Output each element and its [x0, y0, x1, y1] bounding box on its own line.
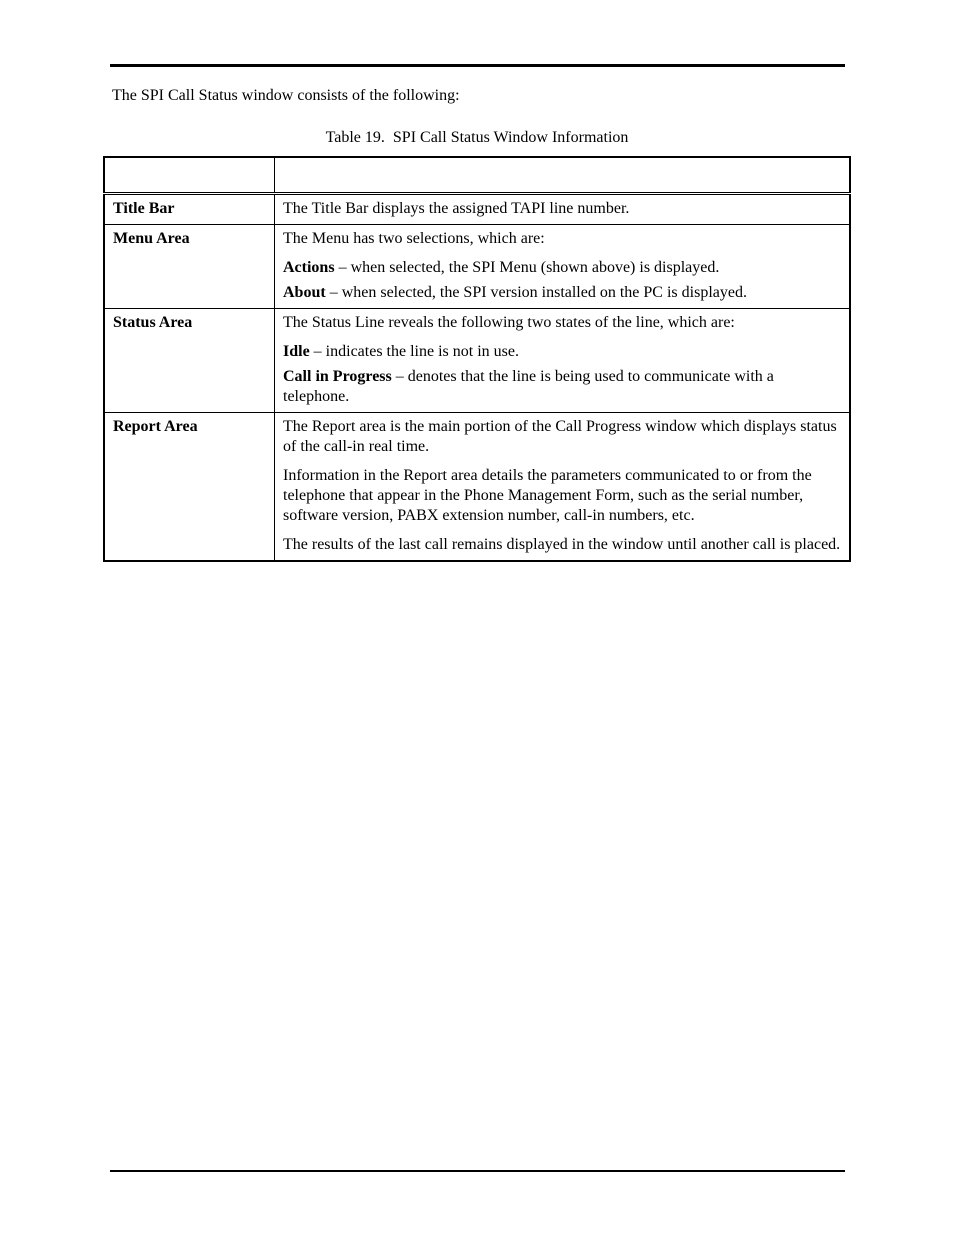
description-paragraph — [283, 225, 841, 249]
row-term — [104, 309, 275, 413]
description-paragraph — [283, 413, 841, 457]
row-term — [104, 194, 275, 225]
table-row — [104, 194, 850, 225]
row-description — [275, 413, 851, 562]
row-description — [275, 225, 851, 309]
call-status-table — [103, 156, 851, 562]
paragraph-bold-term: About — [283, 284, 326, 301]
header-rule — [110, 64, 845, 67]
row-term — [104, 413, 275, 562]
paragraph-text: The Title Bar displays the assigned TAPI line number. — [283, 200, 630, 217]
header-cell-description — [275, 157, 851, 194]
intro-text: The SPI Call Status window consists of the following: — [112, 87, 460, 104]
paragraph-text: The Report area is the main portion of the Call Progress window which displays status of the call-in real time. — [283, 418, 837, 455]
header-cell-term — [104, 157, 275, 194]
paragraph-text: Information in the Report area details the parameters communicated to or from the telephone that appear in the Phone Management Form, such as the serial number, software version, PABX extension number, call-in numbers, etc. — [283, 467, 812, 524]
row-description — [275, 309, 851, 413]
term-label: Status Area — [113, 314, 193, 331]
description-paragraph — [283, 466, 841, 526]
term-label: Title Bar — [113, 200, 175, 217]
table-row — [104, 225, 850, 309]
paragraph-text: The results of the last call remains displayed in the window until another call is placed. — [283, 536, 841, 553]
table-caption: Table 19. SPI Call Status Window Information — [325, 129, 629, 146]
description-paragraph — [283, 195, 841, 224]
description-paragraph — [283, 283, 841, 308]
description-paragraph — [283, 309, 841, 333]
description-paragraph — [283, 535, 841, 560]
footer-rule — [110, 1170, 845, 1172]
table-header-row — [104, 157, 850, 194]
paragraph-bold-term: Actions — [283, 259, 335, 276]
paragraph-text: – indicates the line is not in use. — [309, 343, 519, 360]
description-paragraph — [283, 258, 841, 278]
row-description — [275, 194, 851, 225]
paragraph-text: – when selected, the SPI Menu (shown above) is displayed. — [334, 259, 720, 276]
paragraph-text: The Status Line reveals the following two states of the line, which are: — [283, 314, 735, 331]
paragraph-text: – denotes that the line is being used to communicate with a telephone. — [283, 368, 774, 405]
table-row — [104, 309, 850, 413]
table-row — [104, 413, 850, 562]
term-label: Report Area — [113, 418, 198, 435]
description-paragraph — [283, 342, 841, 362]
paragraph-text: The Menu has two selections, which are: — [283, 230, 545, 247]
paragraph-text: – when selected, the SPI version installed on the PC is displayed. — [325, 284, 747, 301]
term-label: Menu Area — [113, 230, 190, 247]
row-term — [104, 225, 275, 309]
paragraph-bold-term: Call in Progress — [283, 368, 392, 385]
description-paragraph — [283, 367, 841, 412]
paragraph-bold-term: Idle — [283, 343, 310, 360]
